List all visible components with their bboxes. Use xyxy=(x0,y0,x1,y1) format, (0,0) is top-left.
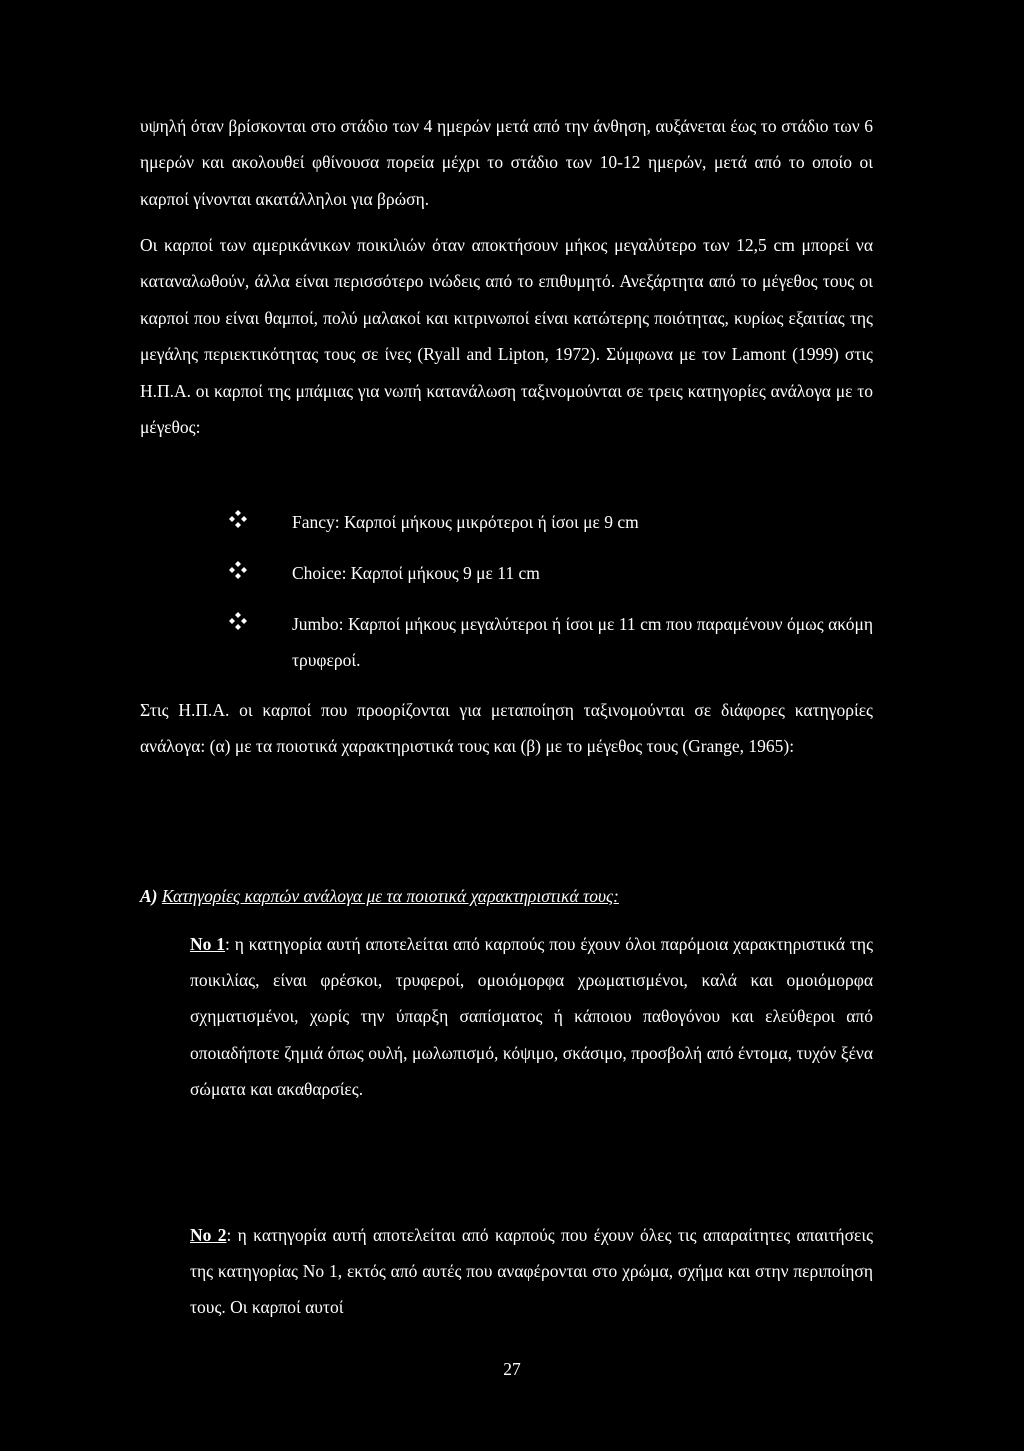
paragraph-american-varieties: Οι καρποί των αμερικάνικων ποικιλιών όταν αποκτήσουν μήκος μεγαλύτερο των 12,5 cm μπορεί να καταναλωθούν, άλλα είναι περισσότερο ινώδεις από το επιθυμητό. Ανεξάρτητα από το μέγεθος τους οι καρποί που είναι θαμποί, πολύ μαλακοί και κιτρινωποί είναι κατώτερης ποιότητας, κυρίως εξαιτίας της μεγάλης περιεκτικότητας τους σε ίνες (Ryall and Lipton, 1972). Σύμφωνα με τον Lamont (1999) στις Η.Π.Α. οι καρποί της μπάμιας για νωπή κατανάλωση ταξινομούνται σε τρεις κατηγορίες ανάλογα με το μέγεθος: xyxy=(140,235,873,438)
diamond-bullet-icon xyxy=(228,560,248,580)
section-heading-a xyxy=(140,880,873,912)
paragraph-intro: υψηλή όταν βρίσκονται στο στάδιο των 4 ημερών μετά από την άνθηση, αυξάνεται έως το στάδιο των 6 ημερών και ακολουθεί φθίνουσα πορεία μέχρι το στάδιο των 10-12 ημερών, μετά από το οποίο οι καρποί γίνονται ακατάλληλοι για βρώση. xyxy=(140,116,873,209)
category-no2-label: No 2 xyxy=(190,1225,227,1245)
list-item-choice: Choice: Καρποί μήκους 9 με 11 cm xyxy=(292,563,540,583)
page-number: 27 xyxy=(503,1359,521,1379)
category-no2 xyxy=(190,1217,873,1326)
list-item-jumbo: Jumbo: Καρποί μήκους μεγαλύτεροι ή ίσοι με 11 cm που παραμένουν όμως ακόμη τρυφεροί. xyxy=(292,614,873,671)
category-no2-text: : η κατηγορία αυτή αποτελείται από καρπούς που έχουν όλες τις απαραίτητες απαιτήσεις της κατηγορίας No 1, εκτός από αυτές που αναφέρονται στο χρώμα, σχήμα και στην περιποίηση τους. Οι καρποί αυτοί xyxy=(190,1225,873,1318)
category-no1-text: : η κατηγορία αυτή αποτελείται από καρπούς που έχουν όλοι παρόμοια χαρακτηριστικά της ποικιλίας, είναι φρέσκοι, τρυφεροί, ομοιόμορφα χρωματισμένοι, καλά και ομοιόμορφα σχηματισμένοι, χωρίς την ύπαρξη σαπίσματος ή κάποιου παθογόνου και ελεύθεροι από οποιαδήποτε ζημιά όπως ουλή, μωλωπισμό, κόψιμο, σκάσιμο, προσβολή από έντομα, τυχόν ξένα σώματα και ακαθαρσίες. xyxy=(190,934,873,1099)
paragraph-processing: Στις Η.Π.Α. οι καρποί που προορίζονται για μεταποίηση ταξινομούνται σε διάφορες κατηγορίες ανάλογα: (α) με τα ποιοτικά χαρακτηριστικά τους και (β) με το μέγεθος τους (Grange, 1965): xyxy=(140,700,873,757)
diamond-bullet-icon xyxy=(228,509,248,529)
list-item-fancy: Fancy: Καρποί μήκους μικρότεροι ή ίσοι με 9 cm xyxy=(292,512,639,532)
category-no1-label: No 1 xyxy=(190,934,225,954)
category-no1 xyxy=(190,926,873,1107)
diamond-bullet-icon xyxy=(228,611,248,631)
section-heading-a-text: Κατηγορίες καρπών ανάλογα με τα ποιοτικά χαρακτηριστικά τους: xyxy=(161,886,619,906)
section-heading-a-label: Α) xyxy=(140,886,158,906)
